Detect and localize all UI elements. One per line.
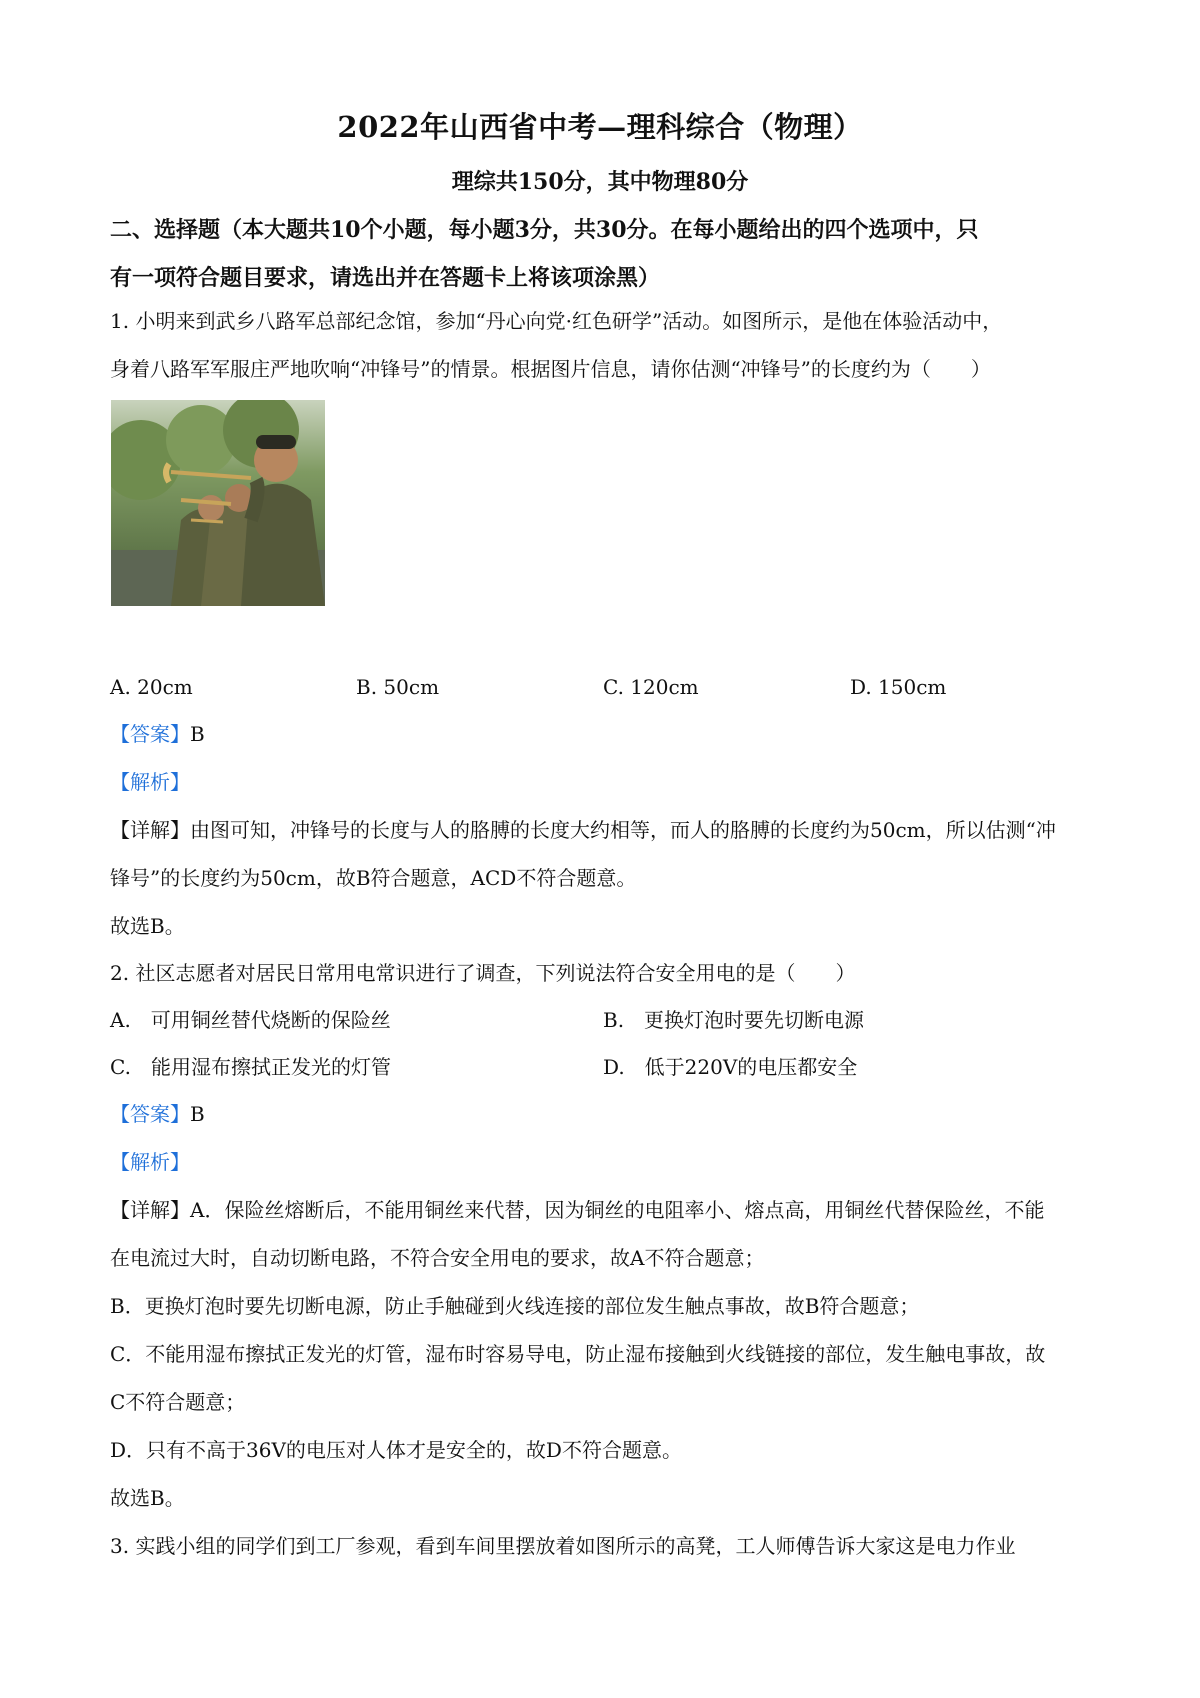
answer-tag: 【答案】 (110, 722, 190, 746)
q2-detail-line2: 在电流过大时，自动切断电路，不符合安全用电的要求，故A不符合题意； (110, 1246, 765, 1270)
answer-value: B (190, 1102, 205, 1126)
analysis-tag: 【解析】 (110, 770, 190, 794)
q2-detail-line3: B．更换灯泡时要先切断电源，防止手触碰到火线连接的部位发生触点事故，故B符合题意； (110, 1294, 920, 1318)
q1-option-a: A. 20cm (110, 675, 193, 699)
section-heading-line2: 有一项符合题目要求，请选出并在答题卡上将该项涂黑） (110, 265, 661, 291)
q1-conclusion: 故选B。 (110, 914, 185, 938)
detail-tag: 【详解】 (110, 818, 190, 842)
q2-detail-line6: D．只有不高于36V的电压对人体才是安全的，故D不符合题意。 (110, 1438, 682, 1462)
q2-option-d: D. 低于220V的电压都安全 (603, 1055, 858, 1079)
q1-option-b: B. 50cm (356, 675, 440, 699)
detail-tag: 【详解】 (110, 1198, 190, 1222)
answer-tag: 【答案】 (110, 1102, 190, 1126)
q2-detail-line1 (110, 1195, 1100, 1225)
q2-option-c: C. 能用湿布擦拭正发光的灯管 (110, 1055, 391, 1079)
q2-conclusion: 故选B。 (110, 1486, 185, 1510)
bugle-photo-illustration (111, 400, 325, 606)
q2-analysis-tag (110, 1147, 1100, 1177)
q2-detail-line5: C不符合题意； (110, 1390, 246, 1414)
q3-stem: 3. 实践小组的同学们到工厂参观，看到车间里摆放着如图所示的高凳，工人师傅告诉大家这是电力作业 (110, 1534, 1016, 1558)
bugle-photo (111, 400, 325, 606)
q1-answer (110, 719, 1100, 749)
q1-stem-line1: 1. 小明来到武乡八路军总部纪念馆，参加“丹心向党·红色研学”活动。如图所示，是他在体验活动中， (110, 309, 1003, 333)
page-title: 2022年山西省中考—理科综合（物理） (337, 110, 863, 144)
q2-stem: 2. 社区志愿者对居民日常用电常识进行了调查，下列说法符合安全用电的是（ ） (110, 961, 856, 985)
q1-option-c: C. 120cm (603, 675, 699, 699)
detail-text: A．保险丝熔断后，不能用铜丝来代替，因为铜丝的电阻率小、熔点高，用铜丝代替保险丝，不能 (190, 1198, 1045, 1222)
q1-stem-line2: 身着八路军军服庄严地吹响“冲锋号”的情景。根据图片信息，请你估测“冲锋号”的长度约为（ ） (110, 357, 991, 381)
q1-detail-line2: 锋号”的长度约为50cm，故B符合题意，ACD不符合题意。 (110, 866, 637, 890)
section-heading-line1: 二、选择题（本大题共10个小题，每小题3分，共30分。在每小题给出的四个选项中，只 (110, 217, 979, 243)
q2-option-b: B. 更换灯泡时要先切断电源 (603, 1008, 865, 1032)
analysis-tag: 【解析】 (110, 1150, 190, 1174)
q2-answer (110, 1099, 1100, 1129)
page-subtitle: 理综共150分，其中物理80分 (451, 169, 749, 195)
q1-analysis-tag (110, 767, 1100, 797)
q2-detail-line4: C．不能用湿布擦拭正发光的灯管，湿布时容易导电，防止湿布接触到火线链接的部位，发生触电事故，故 (110, 1342, 1046, 1366)
q2-option-a: A. 可用铜丝替代烧断的保险丝 (110, 1008, 391, 1032)
detail-text: 由图可知，冲锋号的长度与人的胳膊的长度大约相等，而人的胳膊的长度约为50cm，所以估测“冲 (190, 818, 1056, 842)
answer-value: B (190, 722, 205, 746)
q1-option-d: D. 150cm (850, 675, 947, 699)
q1-detail-line1 (110, 815, 1100, 845)
